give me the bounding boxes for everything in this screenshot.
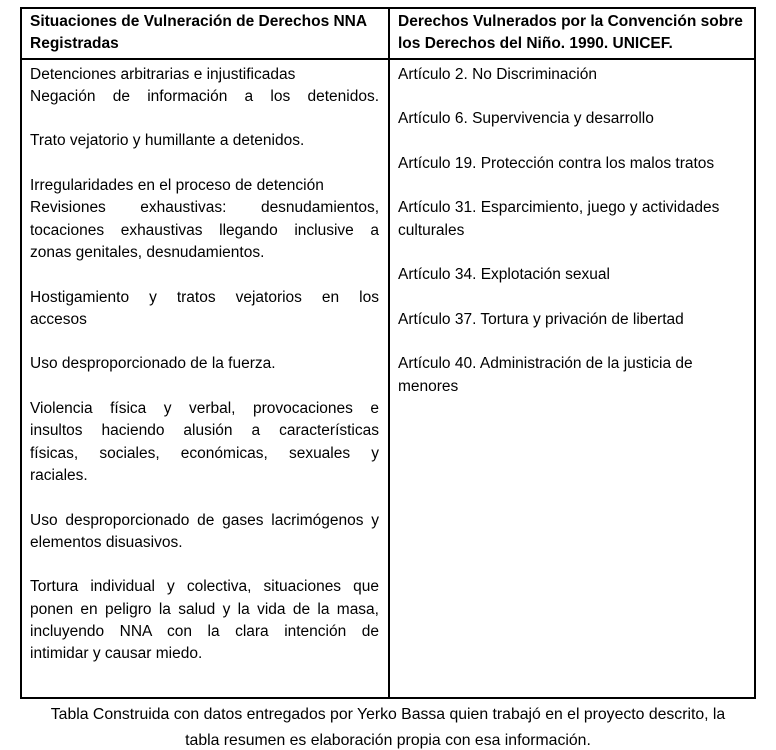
table-line: tocaciones exhaustivas llegando inclusive a bbox=[30, 221, 379, 239]
table-line: Artículo 37. Tortura y privación de libertad bbox=[398, 310, 684, 328]
table-line bbox=[398, 175, 745, 197]
table-line: zonas genitales, desnudamientos. bbox=[30, 243, 265, 261]
table-line: menores bbox=[398, 377, 459, 395]
table-line: Artículo 6. Supervivencia y desarrollo bbox=[398, 110, 654, 128]
table-line: Irregularidades en el proceso de detención bbox=[30, 177, 324, 195]
table-line: Uso desproporcionado de gases lacrimógenos y bbox=[30, 511, 379, 529]
header-cell-derechos bbox=[390, 9, 754, 58]
table-line: Trato vejatorio y humillante a detenidos. bbox=[30, 132, 305, 150]
table-line: accesos bbox=[30, 310, 87, 328]
table-line bbox=[30, 264, 379, 286]
table-line: insultos haciendo alusión a características bbox=[30, 422, 379, 440]
table-line bbox=[30, 554, 379, 576]
table-line: intimidar y causar miedo. bbox=[30, 645, 203, 663]
table-line: Detenciones arbitrarias e injustificadas bbox=[30, 65, 296, 83]
table-line bbox=[30, 487, 379, 509]
header-line: Registradas bbox=[30, 35, 119, 53]
table-line bbox=[398, 331, 745, 353]
rights-table bbox=[20, 7, 756, 699]
table-line: culturales bbox=[398, 221, 465, 239]
table-line bbox=[398, 86, 745, 108]
table-line: Artículo 40. Administración de la justicia de bbox=[398, 355, 693, 373]
table-line bbox=[30, 153, 379, 175]
body-cell-derechos bbox=[390, 60, 754, 697]
table-line: Artículo 31. Esparcimiento, juego y actividades bbox=[398, 199, 720, 217]
derechos-lines bbox=[398, 64, 745, 398]
table-body-row bbox=[22, 60, 754, 697]
header-line: los Derechos del Niño. 1990. UNICEF. bbox=[398, 35, 673, 53]
header-left-lines bbox=[30, 11, 379, 56]
table-line: Tortura individual y colectiva, situaciones que bbox=[30, 578, 379, 596]
table-line bbox=[30, 376, 379, 398]
header-line: Derechos Vulnerados por la Convención sobre bbox=[398, 13, 743, 30]
table-line: elementos disuasivos. bbox=[30, 533, 183, 551]
table-line bbox=[30, 331, 379, 353]
table-line: Artículo 2. No Discriminación bbox=[398, 65, 597, 83]
table-line: raciales. bbox=[30, 466, 88, 484]
table-line: Violencia física y verbal, provocaciones e bbox=[30, 400, 379, 418]
table-line bbox=[398, 130, 745, 152]
situaciones-lines bbox=[30, 64, 379, 666]
table-line: físicas, sociales, económicas, sexuales y bbox=[30, 444, 379, 462]
table-caption bbox=[0, 702, 776, 750]
header-right-lines bbox=[398, 11, 745, 56]
caption-line-2: tabla resumen es elaboración propia con esa información. bbox=[185, 732, 591, 749]
table-line: Uso desproporcionado de la fuerza. bbox=[30, 355, 276, 373]
header-cell-situaciones bbox=[22, 9, 390, 58]
table-line: Artículo 19. Protección contra los malos tratos bbox=[398, 154, 715, 172]
header-line: Situaciones de Vulneración de Derechos NNA bbox=[30, 13, 368, 30]
table-line: Revisiones exhaustivas: desnudamientos, bbox=[30, 199, 379, 217]
table-header-row bbox=[22, 9, 754, 60]
table-line: Negación de información a los detenidos. bbox=[30, 87, 379, 105]
body-cell-situaciones bbox=[22, 60, 390, 697]
table-line: Hostigamiento y tratos vejatorios en los bbox=[30, 288, 379, 306]
table-line: incluyendo NNA con la clara intención de bbox=[30, 623, 379, 641]
table-line bbox=[398, 287, 745, 309]
table-line: Artículo 34. Explotación sexual bbox=[398, 266, 610, 284]
table-line bbox=[30, 108, 379, 130]
caption-line-1: Tabla Construida con datos entregados por Yerko Bassa quien trabajó en el proyecto descrito, la bbox=[50, 706, 726, 723]
table-line bbox=[398, 242, 745, 264]
table-line: ponen en peligro la salud y la vida de la masa, bbox=[30, 600, 379, 618]
